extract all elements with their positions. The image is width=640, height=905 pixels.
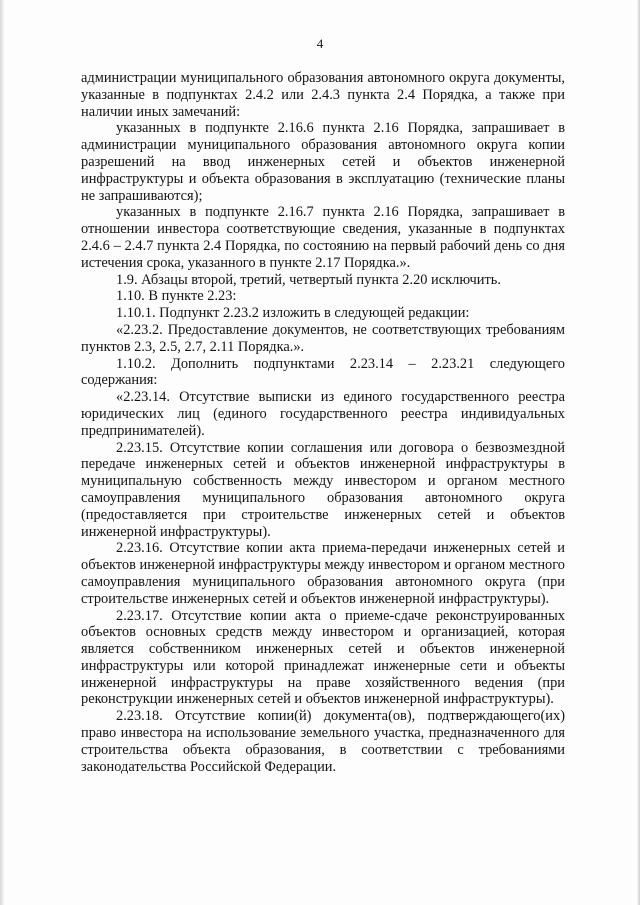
paragraph: 1.10. В пункте 2.23: (116, 288, 237, 305)
paragraph: «2.23.2. Предоставление документов, не соответствующих требованиям пунктов 2.3, 2.5, 2.7, 2.11 Порядка.». (81, 321, 565, 355)
paragraph: 2.23.15. Отсутствие копии соглашения или договора о безвозмездной передаче инженерных сетей и объектов инженерной инфраструктуры в муниципальную собственность между инвестором и органом местного самоуправления муниципального образования автономного округа (предоставляется при строительстве инженерных сетей и объектов инженерной инфраструктуры). (81, 439, 565, 540)
paragraph: 1.10.1. Подпункт 2.23.2 изложить в следующей редакции: (116, 305, 470, 322)
paragraph: 1.9. Абзацы второй, третий, четвертый пункта 2.20 исключить. (116, 271, 501, 288)
paragraph: указанных в подпункте 2.16.7 пункта 2.16 Порядка, запрашивает в отношении инвестора соответствующие сведения, указанные в подпунктах 2.4.6 – 2.4.7 пункта 2.4 Порядка, по состоянию на первый рабочий день со дня истечения срока, указанного в пункте 2.17 Порядка.». (81, 204, 565, 271)
paragraph: администрации муниципального образования автономного округа документы, указанные в подпунктах 2.4.2 или 2.4.3 пункта 2.4 Порядка, а также при наличии иных замечаний: (81, 70, 565, 120)
paragraph: «2.23.14. Отсутствие выписки из единого государственного реестра юридических лиц (единого государственного реестра индивидуальных предпринимателей). (81, 389, 565, 439)
scan-edge-left (0, 0, 4, 905)
page-number: 4 (316, 36, 324, 51)
paragraph: 2.23.18. Отсутствие копии(й) документа(ов), подтверждающего(их) право инвестора на использование земельного участка, предназначенного для строительства объекта образования, в соответствии с требованиями законодательства Российской Федерации. (81, 708, 565, 775)
paragraph: 2.23.16. Отсутствие копии акта приема-передачи инженерных сетей и объектов инженерной инфраструктуры между инвестором и органом местного самоуправления муниципального образования автономного округа (при строительстве инженерных сетей и объектов инженерной инфраструктуры). (81, 540, 565, 607)
paragraph: 2.23.17. Отсутствие копии акта о приеме-сдаче реконструированных объектов основных средств между инвестором и организацией, которая является собственником инженерных сетей и объектов инженерной инфраструктуры или которой принадлежат инженерные сети и объекты инженерной инфраструктуры на праве хозяйственного ведения (при реконструкции инженерных сетей и объектов инженерной инфраструктуры). (81, 607, 565, 708)
document-body (81, 70, 565, 775)
paragraph: указанных в подпункте 2.16.6 пункта 2.16 Порядка, запрашивает в администрации муниципального образования автономного округа копии разрешений на ввод инженерных сетей и объектов инженерной инфраструктуры и объекта образования в эксплуатацию (технические планы не запрашиваются); (81, 120, 565, 204)
paragraph: 1.10.2. Дополнить подпунктами 2.23.14 – 2.23.21 следующего содержания: (81, 355, 565, 389)
